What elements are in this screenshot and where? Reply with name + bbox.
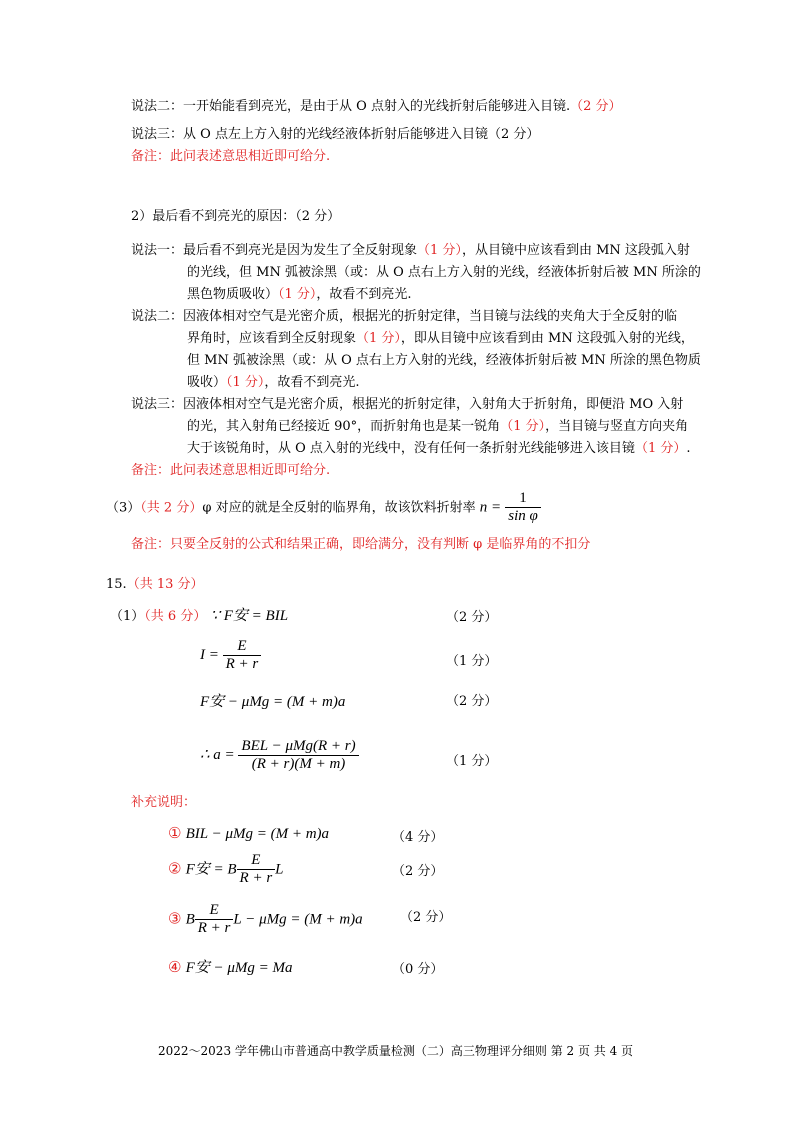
supp-item-1 — [168, 824, 329, 843]
fraction-denominator: R + r — [197, 920, 231, 937]
note-1: 备注：此问表述意思相近即可给分. — [131, 149, 331, 164]
shuofa-label: 说法二： — [131, 309, 184, 324]
shuofa2-line — [131, 96, 621, 118]
fraction-denominator: R + r — [225, 656, 259, 673]
part-label: （1） — [110, 609, 145, 624]
score-mark: （0 分） — [392, 962, 444, 977]
score-mark: （共 6 分） — [144, 609, 207, 624]
formula-lhs: n = — [479, 499, 502, 516]
q2-title: 2）最后看不到亮光的原因：（2 分） — [131, 209, 341, 224]
circled-number: ② — [168, 859, 182, 878]
score-mark: （1 分） — [446, 654, 498, 669]
score-mark: （2 分） — [392, 864, 444, 879]
shuofa-label: 说法一： — [131, 243, 184, 258]
shuofa-label: 说法三： — [131, 127, 184, 142]
score-mark: （1 分） — [226, 375, 265, 390]
q15-title — [106, 574, 204, 596]
q3-label: （3） — [106, 500, 141, 516]
shuofa-text: ，从目镜中应该看到由 MN 这段弧入射 — [461, 243, 690, 258]
note-3: 备注：只要全反射的公式和结果正确，即给满分，没有判断 φ 是临界角的不扣分 — [131, 537, 591, 552]
equation-rhs: L − μMg = (M + m)a — [233, 911, 363, 928]
score-mark: （共 13 分） — [126, 577, 204, 592]
fraction-denominator: (R + r)(M + m) — [251, 756, 346, 773]
p1-eq2 — [200, 638, 261, 674]
shuofa-text: 吸收） — [187, 375, 227, 390]
supp-item-4 — [168, 956, 293, 977]
score-mark: （2 分） — [446, 610, 498, 625]
shuofa3-line — [131, 124, 539, 146]
score-mark: （1 分） — [278, 287, 317, 302]
q3-text: φ 对应的就是全反射的临界角，故该饮料折射率 — [202, 500, 476, 516]
note-2: 备注：此问表述意思相近即可给分. — [131, 463, 331, 478]
shuofa-text: 大于该锐角时，从 O 点入射的光线中，没有任何一条折射光线能够进入该目镜 — [187, 441, 635, 456]
supp-item-2 — [168, 852, 284, 888]
formula-fraction — [505, 490, 541, 526]
circled-number: ④ — [168, 958, 182, 976]
equation-fraction — [238, 738, 358, 774]
score-mark: （1 分） — [417, 243, 462, 258]
shuofa-text: ，故看不到亮光. — [316, 287, 412, 302]
equation-lhs: ∴ a = — [200, 747, 235, 764]
equation-fraction — [223, 638, 262, 674]
b-shuofa1 — [131, 240, 701, 306]
shuofa-text: ，故看不到亮光. — [264, 375, 360, 390]
shuofa-text: 从 O 点左上方入射的光线经液体折射后能够进入目镜（2 分） — [183, 127, 540, 142]
shuofa-label: 说法三： — [131, 397, 184, 412]
p1-eq3: F安 − μMg = (M + m)a — [200, 694, 346, 710]
fraction-numerator: 1 — [505, 490, 541, 508]
shuofa-text: . — [686, 441, 691, 456]
page-footer: 2022～2023 学年佛山市普通高中教学质量检测（二）高三物理评分细则 第 2 页 共 4 页 — [158, 1044, 634, 1058]
fraction-denominator: sin φ — [508, 508, 538, 525]
supp-item-3 — [168, 902, 363, 938]
shuofa-text: ，当目镜与竖直方向夹角 — [545, 419, 689, 434]
p1-eq1 — [110, 604, 288, 625]
score-mark: （1 分） — [356, 331, 401, 346]
equation-fraction — [195, 902, 234, 938]
score-mark: （2 分） — [570, 99, 622, 114]
p1-eq4 — [200, 738, 359, 774]
score-mark: （1 分） — [500, 419, 546, 434]
shuofa-label: 说法二： — [131, 99, 184, 114]
score-mark: （2 分） — [446, 694, 498, 709]
shuofa-text: 的光线，但 MN 弧被涂黑（或：从 O 点右上方入射的光线，经液体折射后被 MN 所涂的 — [187, 265, 701, 280]
fraction-numerator: E — [223, 638, 262, 656]
b-shuofa2 — [131, 306, 701, 394]
circled-number: ① — [168, 824, 182, 842]
shuofa-text: 黑色物质吸收） — [187, 287, 279, 302]
equation-lhs: I = — [200, 647, 219, 664]
equation-lhs: F安 = B — [185, 861, 237, 878]
circled-number: ③ — [168, 909, 182, 928]
score-mark: （共 2 分） — [140, 500, 203, 516]
shuofa-text: 的光，其入射角已经接近 90°，而折射角也是某一锐角 — [187, 419, 501, 434]
q3-line — [106, 490, 541, 526]
equation-rhs: L — [275, 861, 284, 878]
fraction-numerator: E — [195, 902, 234, 920]
fraction-numerator: BEL − μMg(R + r) — [238, 738, 358, 756]
equation: BIL − μMg = (M + m)a — [185, 826, 330, 842]
fraction-denominator: R + r — [239, 870, 273, 887]
equation: F安 − μMg = Ma — [185, 960, 293, 976]
shuofa-text: 但 MN 弧被涂黑（或：从 O 点右上方入射的光线，经液体折射后被 MN 所涂的黑色物质 — [187, 353, 701, 368]
shuofa-text: 因液体相对空气是光密介质，根据光的折射定律，当目镜与法线的夹角大于全反射的临 — [183, 309, 678, 324]
equation: ∵ F安 = BIL — [210, 608, 289, 624]
score-mark: （2 分） — [400, 910, 452, 925]
supp-title: 补充说明： — [131, 795, 197, 810]
fraction-numerator: E — [237, 852, 276, 870]
equation-fraction — [237, 852, 276, 888]
question-number: 15. — [106, 577, 127, 592]
shuofa-text: 界角时，应该看到全反射现象 — [187, 331, 357, 346]
shuofa-text: 一开始能看到亮光，是由于从 O 点射入的光线折射后能够进入目镜. — [183, 99, 571, 114]
shuofa-text: ，即从目镜中应该看到由 MN 这段弧入射的光线， — [400, 331, 694, 346]
score-mark: （4 分） — [392, 830, 444, 845]
equation-lhs: B — [185, 911, 195, 928]
b-shuofa3 — [131, 394, 701, 460]
shuofa-text: 最后看不到亮光是因为发生了全反射现象 — [183, 243, 418, 258]
score-mark: （1 分） — [446, 754, 498, 769]
shuofa-text: 因液体相对空气是光密介质，根据光的折射定律，入射角大于折射角，即便沿 MO 入射 — [183, 397, 684, 412]
score-mark: （1 分） — [634, 441, 687, 456]
